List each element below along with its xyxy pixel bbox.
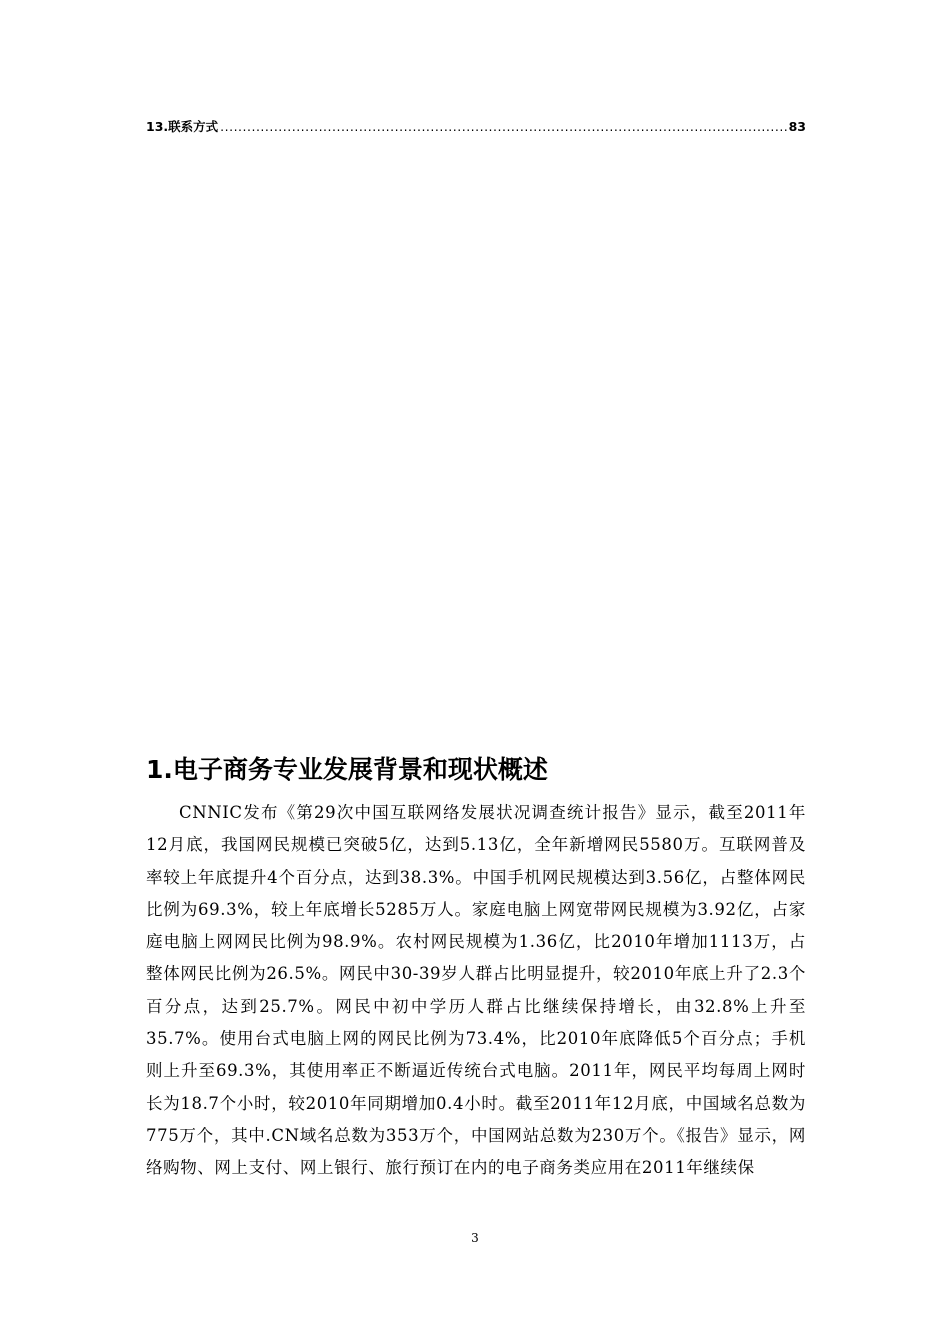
toc-dot-leader <box>220 118 786 136</box>
toc-entry[interactable] <box>146 118 806 136</box>
toc-entry-title: 13.联系方式 <box>146 119 219 134</box>
body-paragraph: CNNIC发布《第29次中国互联网络发展状况调查统计报告》显示，截至2011年12月底，我国网民规模已突破5亿，达到5.13亿，全年新增网民5580万。互联网普及率较上年底提升4个百分点，达到38.3%。中国手机网民规模达到3.56亿，占整体网民比例为69.3%，较上年底增长5285万人。家庭电脑上网宽带网民规模为3.92亿，占家庭电脑上网网民比例为98.9%。农村网民规模为1.36亿，比2010年增加1113万，占整体网民比例为26.5%。网民中30-39岁人群占比明显提升，较2010年底上升了2.3个百分点，达到25.7%。网民中初中学历人群占比继续保持增长，由32.8%上升至35.7%。使用台式电脑上网的网民比例为73.4%，比2010年底降低5个百分点；手机则上升至69.3%，其使用率正不断逼近传统台式电脑。2011年，网民平均每周上网时长为18.7个小时，较2010年同期增加0.4小时。截至2011年12月底，中国域名总数为775万个，其中.CN域名总数为353万个，中国网站总数为230万个。《报告》显示，网络购物、网上支付、网上银行、旅行预订在内的电子商务类应用在2011年继续保 <box>146 803 806 1178</box>
page-number: 3 <box>471 1231 479 1245</box>
section-heading: 1.电子商务专业发展背景和现状概述 <box>146 755 548 784</box>
toc-entry-page-number: 83 <box>788 119 806 134</box>
